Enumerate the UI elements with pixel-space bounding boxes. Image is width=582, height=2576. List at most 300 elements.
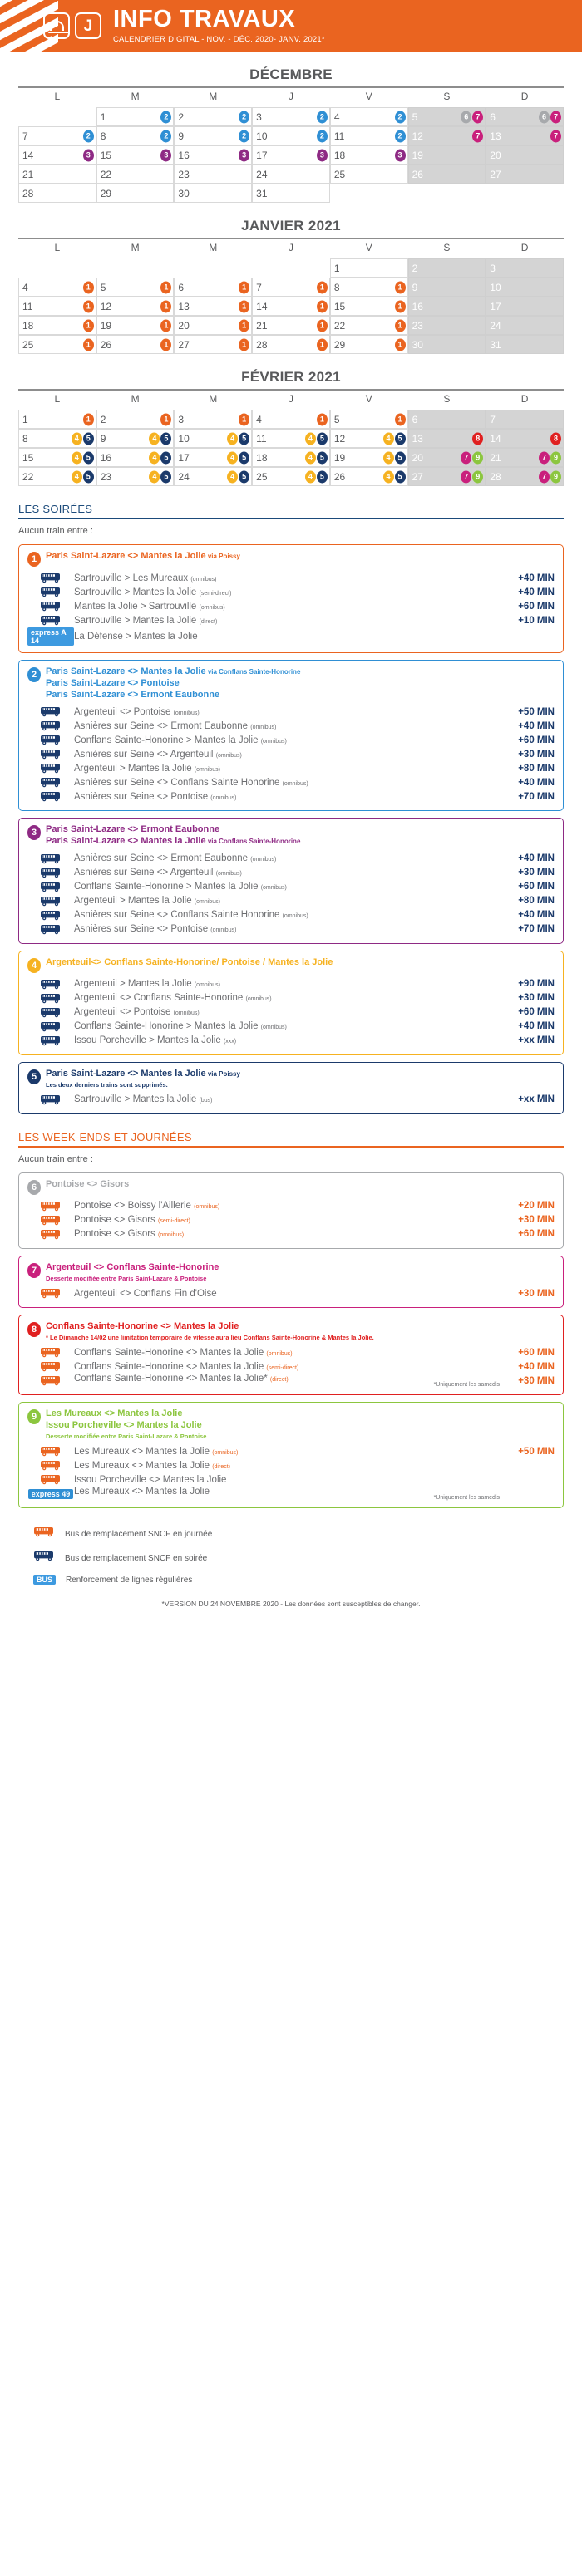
bus-icon [27,791,74,802]
line-box-7[interactable] [18,1256,564,1308]
calendar-cell[interactable] [96,467,175,486]
day-badge-4[interactable]: 4 [149,470,160,483]
bus-icon [27,1361,74,1372]
day-badges [160,319,171,332]
calendar-cell[interactable] [252,126,330,145]
calendar-cell[interactable] [330,410,408,429]
day-number: 8 [333,281,340,293]
day-badges [160,300,171,312]
calendar-cell[interactable] [18,165,96,184]
calendar-cell[interactable] [18,145,96,165]
calendar-cell[interactable] [252,278,330,297]
day-badge-1[interactable]: 1 [160,319,171,332]
day-badges [149,470,171,483]
service-delay: +60 MIN [518,735,555,745]
day-badge-5[interactable]: 5 [239,432,249,445]
day-badge-4[interactable]: 4 [227,451,238,464]
day-badge-2[interactable]: 2 [239,130,249,142]
day-badge-9[interactable]: 9 [472,451,483,464]
calendar-cell[interactable] [96,145,175,165]
day-badges [395,130,406,142]
calendar-cell[interactable] [252,107,330,126]
calendar-cell[interactable] [486,258,564,278]
day-badge-4[interactable]: 4 [227,432,238,445]
calendar-cell[interactable] [330,316,408,335]
express-badge: express 49 [28,1489,74,1499]
day-badges [239,300,249,312]
day-badge-1[interactable]: 1 [317,338,328,351]
line-via: via Poissy [205,553,240,560]
line-rows [27,1286,555,1300]
calendar-cell[interactable] [408,335,486,354]
calendar-cell[interactable] [486,467,564,486]
day-badge-1[interactable]: 1 [83,338,94,351]
day-badge-3[interactable]: 3 [395,149,406,161]
day-badge-4[interactable]: 4 [72,470,82,483]
service-delay: +40 MIN [518,587,555,597]
calendar-cell[interactable] [486,335,564,354]
line-number-badge: 6 [27,1180,41,1195]
line-box-8[interactable] [18,1315,564,1395]
day-badge-7[interactable]: 7 [472,111,483,123]
service-row [27,1472,555,1487]
day-number: 16 [100,451,112,464]
day-number: 20 [490,149,501,161]
bus-icon [27,587,74,597]
calendar-cell[interactable] [174,335,252,354]
calendar-cell[interactable] [330,278,408,297]
calendar-cell[interactable] [330,297,408,316]
calendar-cell[interactable] [408,126,486,145]
calendar-cell[interactable] [330,145,408,165]
line-box-1[interactable] [18,544,564,653]
day-badge-1[interactable]: 1 [160,300,171,312]
day-badge-4[interactable]: 4 [383,432,394,445]
line-box-6[interactable] [18,1172,564,1249]
service-row [27,1034,555,1048]
day-badge-4[interactable]: 4 [383,451,394,464]
calendar-cell[interactable] [174,448,252,467]
calendar-cell[interactable] [96,448,175,467]
calendar-cell[interactable] [18,278,96,297]
day-header: L [54,393,61,405]
calendar-cell[interactable] [96,297,175,316]
day-header: S [443,393,451,405]
line-titles [46,551,240,563]
day-badge-8[interactable]: 8 [472,432,483,445]
day-badges [83,319,94,332]
day-badge-2[interactable]: 2 [395,130,406,142]
calendar-cell[interactable] [330,448,408,467]
calendar-cell[interactable] [96,126,175,145]
day-badge-1[interactable]: 1 [317,413,328,425]
calendar-cell[interactable] [330,258,408,278]
day-badge-1[interactable]: 1 [83,281,94,293]
service-row [27,894,555,908]
calendar-cell[interactable] [252,145,330,165]
day-badge-4[interactable]: 4 [72,451,82,464]
day-header: J [288,393,293,405]
day-number: 15 [22,451,34,464]
day-number: 22 [22,470,34,483]
day-number: 28 [256,338,268,351]
calendar-cell[interactable] [330,126,408,145]
service-row [27,1199,555,1213]
calendar-cell[interactable] [18,448,96,467]
bus-icon [27,763,74,774]
calendar-cell[interactable] [408,165,486,184]
calendar-cell[interactable] [252,410,330,429]
line-titles [46,957,333,969]
bus-icon [27,882,74,892]
legend [33,1526,564,1585]
service-row [27,761,555,775]
day-badge-2[interactable]: 2 [83,130,94,142]
day-badge-4[interactable]: 4 [149,451,160,464]
day-badge-5[interactable]: 5 [317,451,328,464]
calendar-cell[interactable] [96,184,175,203]
day-badges [472,432,483,445]
calendar-cell[interactable] [174,126,252,145]
day-badges [83,338,94,351]
bus-icon [27,720,74,731]
day-badge-1[interactable]: 1 [317,300,328,312]
day-badge-1[interactable]: 1 [239,319,249,332]
day-badges [239,130,249,142]
day-badge-3[interactable]: 3 [160,149,171,161]
day-badge-7[interactable]: 7 [539,470,550,483]
calendar-cell[interactable] [408,410,486,429]
day-badge-1[interactable]: 1 [239,413,249,425]
day-number: 14 [256,300,268,312]
day-badge-2[interactable]: 2 [160,130,171,142]
calendar-cell[interactable] [18,126,96,145]
line-rows [27,571,555,646]
line-box-header [27,1262,555,1282]
day-number: 30 [412,338,423,351]
day-badge-5[interactable]: 5 [395,432,406,445]
calendar-cell[interactable] [330,335,408,354]
day-badge-4[interactable]: 4 [305,451,316,464]
legend-label: Bus de remplacement SNCF en soirée [65,1553,208,1563]
day-badge-1[interactable]: 1 [395,338,406,351]
calendar-cell[interactable] [174,429,252,448]
service-mode: (omnibus) [210,794,237,801]
service-row [27,747,555,761]
calendar-cell[interactable] [408,297,486,316]
calendar-cell[interactable] [174,297,252,316]
day-badge-1[interactable]: 1 [317,281,328,293]
calendar-cell[interactable] [486,410,564,429]
day-badge-4[interactable]: 4 [72,432,82,445]
calendar-cell[interactable] [486,107,564,126]
calendar-cell[interactable] [174,316,252,335]
service-mode: (semi-direct) [266,1364,299,1371]
day-badge-1[interactable]: 1 [160,338,171,351]
calendar-cell[interactable] [252,316,330,335]
day-badge-5[interactable]: 5 [160,470,171,483]
weekends-boxes [0,1172,582,1508]
service-footnote: *Uniquement les samedis [433,1495,500,1501]
day-badge-5[interactable]: 5 [317,470,328,483]
day-number: 13 [412,432,423,445]
day-number: 9 [100,432,106,445]
footer-version-note: *VERSION DU 24 NOVEMBRE 2020 - Les données sont susceptibles de changer. [161,1600,421,1608]
day-number: 26 [333,470,346,483]
day-number: 30 [178,187,190,199]
day-badge-1[interactable]: 1 [395,281,406,293]
calendar-cell[interactable] [96,429,175,448]
day-badge-4[interactable]: 4 [305,432,316,445]
calendar-cell[interactable] [174,165,252,184]
calendar-cell[interactable] [252,467,330,486]
day-badge-5[interactable]: 5 [160,432,171,445]
day-badge-7[interactable]: 7 [461,451,471,464]
calendar-cell[interactable] [486,278,564,297]
day-badge-4[interactable]: 4 [383,470,394,483]
service-label: Argenteuil > Mantes la Jolie (omnibus) [74,763,220,774]
day-badge-9[interactable]: 9 [550,451,561,464]
calendar-cell[interactable] [330,165,408,184]
calendar-cell[interactable] [408,316,486,335]
day-badge-7[interactable]: 7 [550,130,561,142]
day-badge-8[interactable]: 8 [550,432,561,445]
day-number: 24 [490,319,501,332]
calendar-cell[interactable] [486,126,564,145]
day-badge-5[interactable]: 5 [317,432,328,445]
day-badge-1[interactable]: 1 [317,319,328,332]
service-label: Sartrouville > Mantes la Jolie (direct) [74,615,218,626]
day-number: 6 [490,111,496,123]
calendar-cell[interactable] [18,316,96,335]
service-label: Pontoise <> Gisors (omnibus) [74,1229,185,1240]
day-badge-1[interactable]: 1 [395,413,406,425]
day-number: 25 [22,338,34,351]
weekends-aucun-train: Aucun train entre : [18,1153,93,1164]
legend-row [33,1575,564,1585]
line-box-5[interactable] [18,1062,564,1114]
day-badges [305,432,328,445]
calendar-cell[interactable] [486,165,564,184]
calendar-cell[interactable] [96,165,175,184]
bus-icon [27,853,74,864]
service-row [27,1213,555,1227]
day-number: 2 [412,262,418,274]
day-header: D [520,91,529,102]
day-badge-9[interactable]: 9 [472,470,483,483]
day-badge-7[interactable]: 7 [539,451,550,464]
day-badge-5[interactable]: 5 [395,451,406,464]
day-badge-1[interactable]: 1 [83,300,94,312]
calendar-cell[interactable] [330,467,408,486]
day-badges [239,111,249,123]
line-box-header [27,957,555,973]
calendar-cell[interactable] [330,107,408,126]
line-number-badge: 3 [27,825,41,840]
day-badge-5[interactable]: 5 [83,451,94,464]
calendar-cell[interactable] [174,467,252,486]
calendar-cell[interactable] [96,335,175,354]
line-box-9[interactable] [18,1402,564,1508]
calendar-cell[interactable] [18,429,96,448]
calendar-day-headers [18,91,564,102]
calendar-cell[interactable] [252,165,330,184]
day-badges [239,149,249,161]
service-label: Sartrouville > Les Mureaux (omnibus) [74,573,217,583]
day-header: M [209,242,218,253]
calendar-cell[interactable] [486,448,564,467]
day-number: 7 [256,281,262,293]
day-badge-4[interactable]: 4 [305,470,316,483]
day-badge-1[interactable]: 1 [83,413,94,425]
line-box-2[interactable] [18,660,564,811]
day-badges [160,111,171,123]
day-badge-1[interactable]: 1 [239,300,249,312]
calendar-cell-empty [18,258,96,278]
service-delay: +30 MIN [518,993,555,1004]
day-badge-6[interactable]: 6 [539,111,550,123]
service-delay: +10 MIN [518,615,555,626]
day-badge-2[interactable]: 2 [395,111,406,123]
service-row [27,571,555,585]
calendar-cell[interactable] [18,410,96,429]
line-box-4[interactable] [18,951,564,1055]
day-badge-1[interactable]: 1 [395,300,406,312]
calendar-cell-empty [174,258,252,278]
day-number: 10 [178,432,190,445]
day-badge-1[interactable]: 1 [239,338,249,351]
service-label: Issou Porcheville <> Mantes la Jolie [74,1474,227,1485]
calendar-cell[interactable] [408,145,486,165]
service-delay: +40 MIN [518,1021,555,1032]
day-badge-3[interactable]: 3 [83,149,94,161]
service-mode: (omnibus) [245,996,272,1003]
day-header: M [131,393,140,405]
day-badge-5[interactable]: 5 [83,432,94,445]
day-header: D [520,393,529,405]
day-badge-1[interactable]: 1 [160,281,171,293]
calendar-cell[interactable] [18,184,96,203]
calendar-cell[interactable] [408,467,486,486]
day-badge-1[interactable]: 1 [160,413,171,425]
line-titles [46,824,300,848]
service-mode: (direct) [199,618,218,625]
service-mode: (omnibus) [250,857,277,863]
day-badge-2[interactable]: 2 [317,130,328,142]
day-badge-4[interactable]: 4 [227,470,238,483]
day-badge-5[interactable]: 5 [83,470,94,483]
bus-icon [27,615,74,626]
calendar-cell[interactable] [96,278,175,297]
bus-icon [27,777,74,788]
calendar-title: JANVIER 2021 [241,218,341,234]
day-badges [160,338,171,351]
day-badges [317,111,328,123]
day-badges [395,338,406,351]
calendar-cell[interactable] [174,278,252,297]
calendar-cell[interactable] [408,278,486,297]
calendar-cell[interactable] [174,184,252,203]
calendar-cell[interactable] [408,107,486,126]
calendar-cell[interactable] [486,145,564,165]
calendar-cell[interactable] [174,107,252,126]
day-badges [149,451,171,464]
calendar-cell[interactable] [96,316,175,335]
day-badge-3[interactable]: 3 [239,149,249,161]
bus-icon-wrap [27,1489,74,1499]
day-badge-4[interactable]: 4 [149,432,160,445]
calendar-cell[interactable] [252,429,330,448]
calendar-cell[interactable] [96,107,175,126]
service-footnote: *Uniquement les samedis [433,1382,500,1389]
calendar-cell[interactable] [408,258,486,278]
line-box-header [27,666,555,701]
calendar-rule [18,238,564,239]
day-badge-5[interactable]: 5 [395,470,406,483]
day-badges [539,451,561,464]
day-badge-7[interactable]: 7 [550,111,561,123]
line-box-3[interactable] [18,818,564,944]
day-number: 12 [333,432,346,445]
day-badge-2[interactable]: 2 [160,111,171,123]
calendar-cell[interactable] [486,316,564,335]
day-badge-5[interactable]: 5 [239,470,249,483]
calendar-cell[interactable] [408,429,486,448]
day-badges [227,451,249,464]
day-badge-2[interactable]: 2 [239,111,249,123]
calendar-cell[interactable] [174,410,252,429]
day-badge-1[interactable]: 1 [395,319,406,332]
calendar-cell[interactable] [408,448,486,467]
calendar-cell[interactable] [252,184,330,203]
service-row [27,627,555,646]
day-badge-6[interactable]: 6 [461,111,471,123]
line-title: Paris Saint-Lazare <> Mantes la Jolie via Conflans Sainte-Honorine [46,836,301,846]
day-badge-7[interactable]: 7 [461,470,471,483]
calendars-container [0,66,582,486]
calendar-cell[interactable] [486,429,564,448]
calendar-cell[interactable] [18,297,96,316]
day-badge-2[interactable]: 2 [317,111,328,123]
day-badge-5[interactable]: 5 [160,451,171,464]
day-badge-1[interactable]: 1 [239,281,249,293]
line-title: Conflans Sainte-Honorine <> Mantes la Jolie [46,1321,239,1331]
calendar-cell[interactable] [330,429,408,448]
day-badges [550,432,561,445]
day-number: 14 [22,149,34,161]
calendar-cell[interactable] [96,410,175,429]
calendar-cell[interactable] [252,335,330,354]
calendar-cell[interactable] [252,448,330,467]
day-badge-9[interactable]: 9 [550,470,561,483]
calendar-cell[interactable] [18,467,96,486]
service-delay: +70 MIN [518,924,555,935]
day-badge-1[interactable]: 1 [83,319,94,332]
day-number: 27 [178,338,190,351]
day-badge-5[interactable]: 5 [239,451,249,464]
service-row [27,1458,555,1472]
day-badge-7[interactable]: 7 [472,130,483,142]
calendar-title: FÉVRIER 2021 [241,369,341,385]
service-row [27,1005,555,1020]
page-title: INFO TRAVAUX [113,6,296,32]
day-badges [395,281,406,293]
calendar-cell[interactable] [252,297,330,316]
calendar-cell[interactable] [18,335,96,354]
calendar-cell[interactable] [486,297,564,316]
day-badge-3[interactable]: 3 [317,149,328,161]
calendar-cell[interactable] [174,145,252,165]
